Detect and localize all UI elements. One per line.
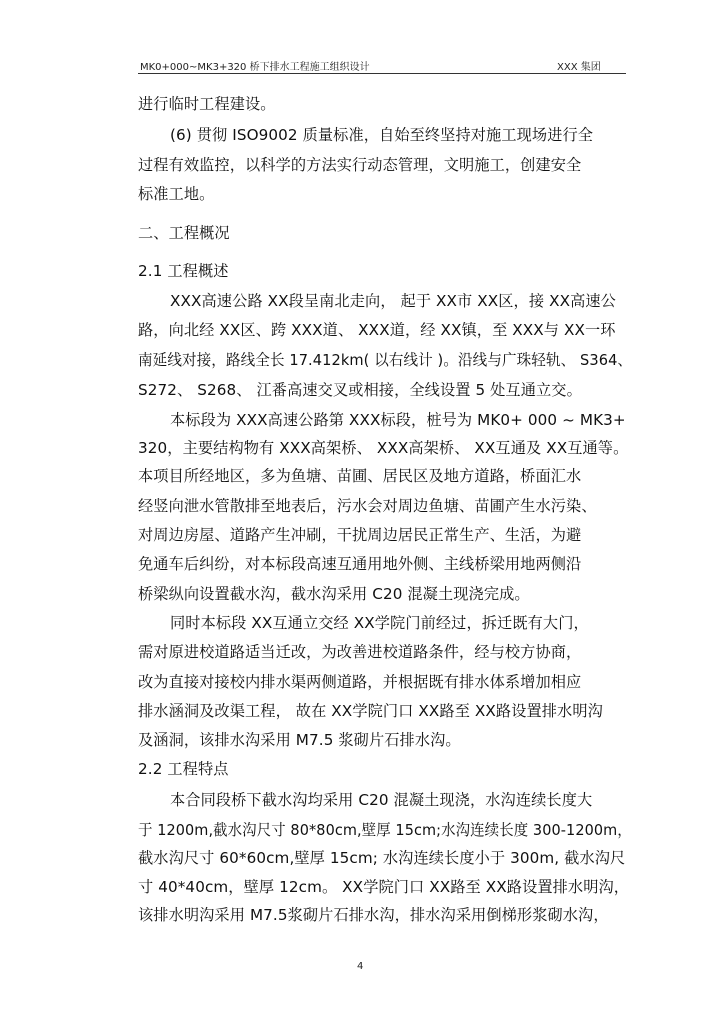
- line-3: 过程有效监控，以科学的方法实行动态管理，文明施工，创建安全: [138, 156, 582, 174]
- line-2: (6) 贯彻 ISO9002 质量标准，自始至终坚持对施工现场进行全: [170, 126, 594, 144]
- line-9: 南延线对接，路线全长 17.412km( 以右线计 )。沿线与广珠轻轨、 S364、: [138, 351, 633, 369]
- line-17: 桥梁纵向设置截水沟，截水沟采用 C20 混凝土现浇完成。: [138, 585, 530, 603]
- line-11: 本标段为 XXX高速公路第 XXX标段，桩号为 MK0+ 000 ~ MK3+: [170, 411, 626, 429]
- line-15: 对周边房屋、道路产生冲刷，干扰周边居民正常生产、生活，为避: [138, 526, 582, 544]
- header-rule: [138, 73, 626, 74]
- line-18: 同时本标段 XX互通立交经 XX学院门前经过，拆迁既有大门，: [170, 614, 589, 632]
- line-20: 改为直接对接校内排水渠两侧道路，并根据既有排水体系增加相应: [138, 673, 582, 691]
- line-21: 排水涵洞及改渠工程， 故在 XX学院门口 XX路至 XX路设置排水明沟: [138, 702, 603, 720]
- line-19: 需对原进校道路适当迁改，为改善进校道路条件，经与校方协商，: [138, 643, 582, 661]
- line-12: 320，主要结构物有 XXX高架桥、 XXX高架桥、 XX互通及 XX互通等。: [138, 439, 629, 457]
- page-number: 4: [357, 961, 364, 972]
- header-right-company: XXX 集团: [557, 62, 601, 73]
- line-24: 本合同段桥下截水沟均采用 C20 混凝土现浇，水沟连续长度大: [170, 791, 593, 809]
- line-16: 免通车后纠纷，对本标段高速互通用地外侧、主线桥梁用地两侧沿: [138, 555, 582, 573]
- section-heading-2: 二、工程概况: [138, 224, 230, 242]
- line-25: 于 1200m,截水沟尺寸 80*80cm,壁厚 15cm;水沟连续长度 300-1200m，: [138, 821, 632, 839]
- line-22: 及涵洞，该排水沟采用 M7.5 浆砌片石排水沟。: [138, 731, 461, 749]
- line-28: 该排水明沟采用 M7.5浆砌片石排水沟，排水沟采用倒梯形浆砌水沟，: [138, 906, 609, 924]
- line-10: S272、 S268、 江番高速交叉或相接，全线设置 5 处互通立交。: [138, 381, 582, 399]
- header-left-title: MK0+000~MK3+320 桥下排水工程施工组织设计: [140, 62, 370, 73]
- line-13: 本项目所经地区，多为鱼塘、苗圃、居民区及地方道路，桥面汇水: [138, 467, 582, 485]
- subsection-heading-2-2: 2.2 工程特点: [138, 760, 229, 778]
- line-8: 路，向北经 XX区、跨 XXX道、 XXX道，经 XX镇，至 XXX与 XX一环: [138, 321, 616, 339]
- subsection-heading-2-1: 2.1 工程概述: [138, 262, 229, 280]
- line-1: 进行临时工程建设。: [138, 95, 276, 113]
- line-14: 经竖向泄水管散排至地表后，污水会对周边鱼塘、苗圃产生水污染、: [138, 497, 597, 515]
- line-27: 寸 40*40cm，壁厚 12cm。 XX学院门口 XX路至 XX路设置排水明沟，: [138, 878, 630, 896]
- line-26: 截水沟尺寸 60*60cm,壁厚 15cm; 水沟连续长度小于 300m, 截水沟尺: [138, 849, 626, 867]
- line-7: XXX高速公路 XX段呈南北走向， 起于 XX市 XX区，接 XX高速公: [170, 292, 616, 310]
- line-4: 标准工地。: [138, 185, 215, 203]
